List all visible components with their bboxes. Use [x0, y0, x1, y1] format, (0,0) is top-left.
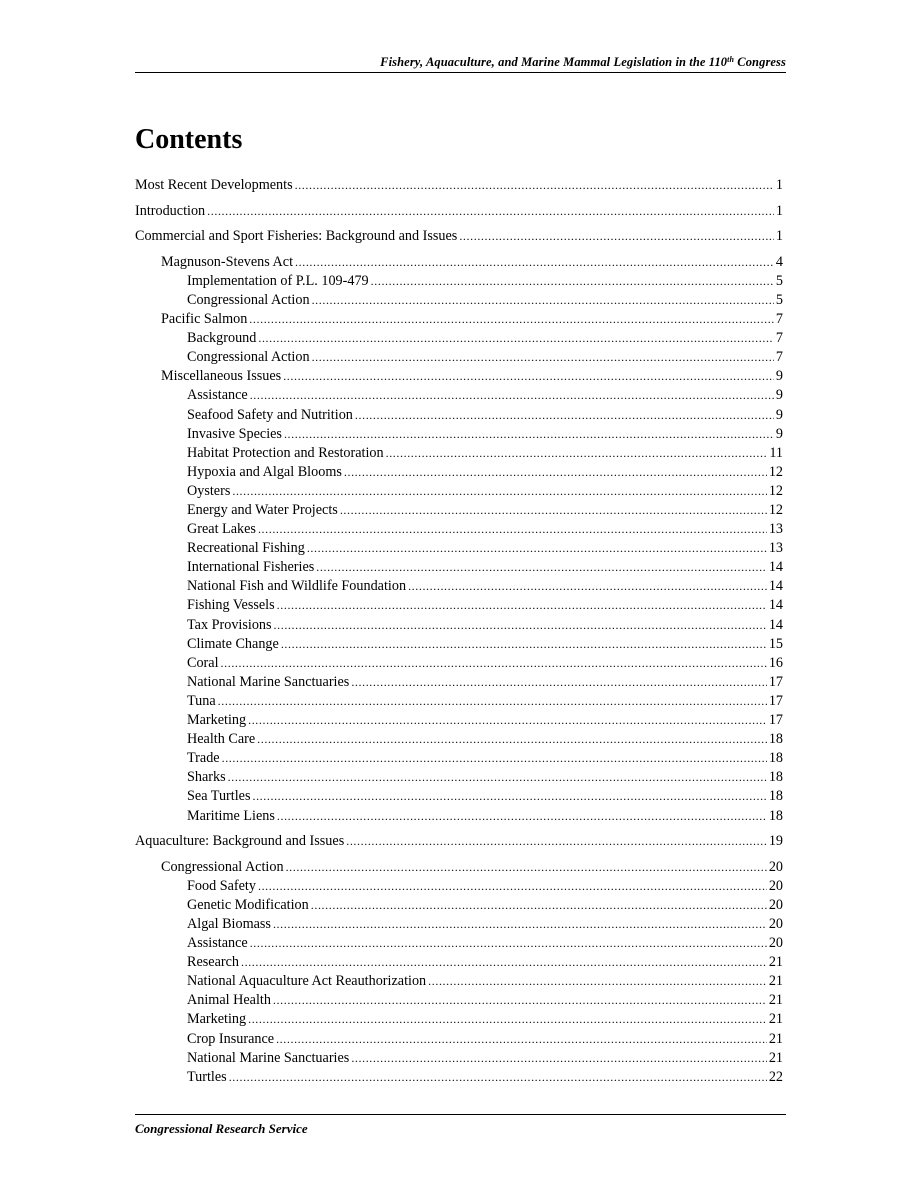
toc-entry-label[interactable]: Tuna [187, 692, 216, 709]
toc-entry[interactable] [135, 896, 783, 915]
toc-entry[interactable] [135, 386, 783, 405]
toc-page-number[interactable]: 7 [775, 349, 783, 366]
toc-page-number[interactable]: 11 [769, 444, 783, 461]
toc-page-number[interactable]: 9 [775, 368, 783, 385]
toc-dot-leader [428, 972, 767, 991]
toc-entry-label[interactable]: Sharks [187, 769, 226, 786]
toc-dot-leader [249, 310, 774, 329]
toc-dot-leader [312, 348, 774, 367]
toc-entry-label[interactable]: Turtles [187, 1068, 227, 1085]
toc-entry[interactable] [135, 877, 783, 896]
toc-page-number[interactable]: 12 [768, 463, 783, 480]
toc-entry[interactable] [135, 1068, 783, 1087]
toc-entry-label[interactable]: Fishing Vessels [187, 597, 275, 614]
toc-entry[interactable] [135, 425, 783, 444]
toc-entry-label[interactable]: Sea Turtles [187, 788, 251, 805]
toc-page-number[interactable]: 12 [768, 482, 783, 499]
toc-page-number[interactable]: 1 [775, 202, 783, 219]
toc-page-number[interactable]: 17 [768, 673, 783, 690]
toc-entry-label[interactable]: Energy and Water Projects [187, 502, 338, 518]
toc-page-number[interactable]: 13 [768, 540, 783, 557]
toc-page-number[interactable]: 5 [775, 291, 783, 308]
toc-entry-label[interactable]: Oysters [187, 482, 231, 499]
toc-dot-leader [408, 577, 767, 596]
toc-dot-leader [371, 272, 774, 291]
toc-entry-label[interactable]: Genetic Modification [187, 896, 309, 913]
toc-dot-leader [311, 896, 767, 915]
toc-page-number[interactable]: 20 [768, 935, 783, 952]
toc-entry-label[interactable]: Congressional Action [187, 349, 310, 366]
toc-entry-label[interactable]: Invasive Species [187, 425, 282, 442]
toc-dot-leader [229, 1068, 767, 1087]
toc-entry-label[interactable]: Habitat Protection and Restoration [187, 444, 384, 461]
toc-dot-leader [258, 520, 767, 539]
toc-page-number[interactable]: 1 [775, 228, 783, 245]
toc-page-number[interactable]: 21 [768, 992, 783, 1009]
toc-page-number[interactable]: 17 [768, 712, 783, 729]
toc-entry-label[interactable]: Marketing [187, 712, 247, 729]
toc-dot-leader [274, 616, 767, 635]
toc-dot-leader [386, 444, 768, 463]
toc-entry-label[interactable]: Recreational Fishing [187, 540, 305, 557]
toc-entry-label[interactable]: Congressional Action [187, 291, 310, 308]
toc-page-number[interactable]: 20 [768, 877, 783, 894]
toc-dot-leader [283, 367, 774, 386]
toc-dot-leader [295, 253, 774, 272]
toc-dot-leader [277, 596, 767, 615]
toc-page-number[interactable]: 21 [768, 954, 783, 971]
toc-dot-leader [346, 832, 767, 851]
toc-entry-label[interactable]: National Marine Sanctuaries [187, 673, 350, 690]
toc-dot-leader [355, 406, 774, 425]
table-of-contents [135, 176, 783, 1087]
toc-entry-label[interactable]: Hypoxia and Algal Blooms [187, 463, 342, 480]
toc-dot-leader [258, 877, 767, 896]
toc-page-number[interactable]: 9 [775, 406, 783, 423]
toc-entry[interactable] [135, 991, 783, 1010]
toc-entry[interactable] [135, 272, 783, 291]
toc-entry[interactable] [135, 367, 783, 386]
toc-dot-leader [257, 730, 767, 749]
toc-page-number[interactable]: 7 [775, 330, 783, 347]
toc-entry-label[interactable]: Congressional Action [161, 858, 284, 875]
toc-page-number[interactable]: 21 [768, 1030, 783, 1047]
toc-page-number[interactable]: 16 [768, 654, 783, 671]
page-title: Contents [135, 124, 243, 155]
toc-dot-leader [307, 539, 767, 558]
toc-dot-leader [273, 991, 767, 1010]
toc-dot-leader [241, 953, 767, 972]
footer-rule [135, 1114, 786, 1115]
toc-entry[interactable] [135, 520, 783, 539]
toc-entry[interactable] [135, 501, 783, 520]
toc-entry-label[interactable]: Seafood Safety and Nutrition [187, 406, 353, 423]
toc-page-number[interactable]: 18 [768, 788, 783, 805]
toc-dot-leader [250, 934, 767, 953]
toc-entry-label[interactable]: Maritime Liens [187, 807, 275, 824]
toc-page-number[interactable]: 12 [768, 502, 783, 518]
toc-page-number[interactable]: 4 [775, 253, 783, 270]
toc-page-number[interactable]: 1 [775, 177, 783, 193]
toc-page-number[interactable]: 20 [768, 915, 783, 932]
toc-entry[interactable] [135, 596, 783, 615]
toc-entry-label[interactable]: Assistance [187, 387, 248, 404]
toc-entry[interactable] [135, 787, 783, 806]
toc-page-number[interactable]: 14 [768, 597, 783, 614]
toc-entry-label[interactable]: National Aquaculture Act Reauthorization [187, 973, 427, 990]
toc-page-number[interactable]: 9 [775, 387, 783, 404]
toc-dot-leader [277, 807, 767, 826]
toc-page-number[interactable]: 19 [768, 833, 783, 850]
toc-entry-label[interactable]: Commercial and Sport Fisheries: Background and Issues [135, 228, 458, 245]
toc-entry[interactable] [135, 749, 783, 768]
toc-entry-label[interactable]: Tax Provisions [187, 616, 272, 633]
toc-entry[interactable] [135, 176, 783, 195]
toc-entry-label[interactable]: Magnuson-Stevens Act [161, 253, 294, 270]
running-header-superscript: th [727, 55, 735, 64]
running-header [135, 55, 786, 70]
toc-entry-label[interactable]: Trade [187, 750, 220, 767]
toc-page-number[interactable]: 21 [768, 1011, 783, 1028]
toc-page-number[interactable]: 14 [768, 616, 783, 633]
toc-entry[interactable] [135, 444, 783, 463]
toc-entry-label[interactable]: National Marine Sanctuaries [187, 1049, 350, 1066]
toc-entry[interactable] [135, 832, 783, 851]
toc-entry[interactable] [135, 1049, 783, 1068]
toc-dot-leader [222, 749, 767, 768]
toc-dot-leader [218, 692, 767, 711]
toc-entry-label[interactable]: Implementation of P.L. 109-479 [187, 272, 369, 289]
toc-entry[interactable] [135, 577, 783, 596]
toc-entry[interactable] [135, 730, 783, 749]
toc-entry[interactable] [135, 253, 783, 272]
toc-page-number[interactable]: 5 [775, 272, 783, 289]
toc-dot-leader [248, 711, 767, 730]
toc-entry-label[interactable]: Aquaculture: Background and Issues [135, 833, 345, 850]
toc-dot-leader [340, 501, 767, 520]
toc-dot-leader [232, 482, 766, 501]
toc-entry[interactable] [135, 348, 783, 367]
toc-dot-leader [295, 176, 774, 195]
toc-entry[interactable] [135, 539, 783, 558]
toc-entry-label[interactable]: Miscellaneous Issues [161, 368, 282, 385]
toc-dot-leader [248, 1010, 767, 1029]
toc-entry-label[interactable]: International Fisheries [187, 559, 315, 576]
toc-entry[interactable] [135, 934, 783, 953]
toc-dot-leader [312, 291, 774, 310]
toc-page-number[interactable]: 18 [768, 731, 783, 748]
toc-entry[interactable] [135, 807, 783, 826]
toc-page-number[interactable]: 14 [768, 559, 783, 576]
toc-entry-label[interactable]: Introduction [135, 202, 206, 219]
toc-entry-label[interactable]: Great Lakes [187, 521, 256, 538]
toc-dot-leader [351, 1049, 767, 1068]
toc-dot-leader [281, 635, 767, 654]
toc-entry-label[interactable]: Coral [187, 654, 219, 671]
toc-page-number[interactable]: 7 [775, 311, 783, 328]
toc-entry-label[interactable]: Climate Change [187, 635, 279, 652]
toc-page-number[interactable]: 18 [768, 769, 783, 786]
toc-dot-leader [284, 425, 774, 444]
toc-entry[interactable] [135, 972, 783, 991]
toc-entry[interactable] [135, 227, 783, 246]
header-rule [135, 72, 786, 73]
running-header-text: Fishery, Aquaculture, and Marine Mammal Legislation in the 110 [380, 55, 728, 69]
toc-entry-label[interactable]: National Fish and Wildlife Foundation [187, 578, 407, 595]
toc-entry[interactable] [135, 310, 783, 329]
toc-entry[interactable] [135, 858, 783, 877]
toc-entry[interactable] [135, 673, 783, 692]
toc-dot-leader [344, 463, 767, 482]
running-header-text-end: Congress [734, 55, 786, 69]
toc-entry[interactable] [135, 654, 783, 673]
toc-page-number[interactable]: 14 [768, 578, 783, 595]
toc-dot-leader [228, 768, 767, 787]
toc-page-number[interactable]: 15 [768, 635, 783, 652]
toc-entry-label[interactable]: Background [187, 330, 257, 347]
toc-entry[interactable] [135, 406, 783, 425]
toc-dot-leader [316, 558, 767, 577]
toc-page-number[interactable]: 21 [768, 1049, 783, 1066]
toc-dot-leader [258, 329, 774, 348]
toc-entry[interactable] [135, 616, 783, 635]
toc-dot-leader [276, 1030, 767, 1049]
toc-entry[interactable] [135, 329, 783, 348]
toc-entry[interactable] [135, 482, 783, 501]
toc-entry-label[interactable]: Animal Health [187, 992, 271, 1009]
toc-dot-leader [459, 227, 774, 246]
toc-dot-leader [250, 386, 774, 405]
toc-entry-label[interactable]: Marketing [187, 1011, 247, 1028]
toc-dot-leader [351, 673, 767, 692]
toc-entry[interactable] [135, 558, 783, 577]
toc-dot-leader [286, 858, 767, 877]
toc-entry[interactable] [135, 768, 783, 787]
toc-entry[interactable] [135, 463, 783, 482]
toc-entry-label[interactable]: Food Safety [187, 877, 256, 894]
toc-entry-label[interactable]: Most Recent Developments [135, 177, 293, 193]
toc-dot-leader [221, 654, 767, 673]
toc-dot-leader [252, 787, 766, 806]
toc-dot-leader [207, 202, 774, 221]
toc-entry[interactable] [135, 1010, 783, 1029]
footer-text: Congressional Research Service [135, 1121, 308, 1136]
toc-page-number[interactable]: 21 [768, 973, 783, 990]
toc-entry[interactable] [135, 1030, 783, 1049]
toc-entry[interactable] [135, 915, 783, 934]
toc-entry[interactable] [135, 711, 783, 730]
toc-page-number[interactable]: 20 [768, 896, 783, 913]
toc-entry-label[interactable]: Assistance [187, 935, 248, 952]
toc-page-number[interactable]: 9 [775, 425, 783, 442]
toc-entry-label[interactable]: Pacific Salmon [161, 311, 248, 328]
toc-page-number[interactable]: 20 [768, 858, 783, 875]
toc-entry[interactable] [135, 953, 783, 972]
toc-page-number[interactable]: 22 [768, 1068, 783, 1085]
toc-page-number[interactable]: 17 [768, 692, 783, 709]
toc-entry-label[interactable]: Research [187, 954, 239, 971]
toc-entry-label[interactable]: Crop Insurance [187, 1030, 275, 1047]
toc-entry[interactable] [135, 291, 783, 310]
toc-dot-leader [273, 915, 767, 934]
toc-entry-label[interactable]: Health Care [187, 731, 256, 748]
toc-page-number[interactable]: 18 [768, 807, 783, 824]
toc-entry[interactable] [135, 635, 783, 654]
toc-entry-label[interactable]: Algal Biomass [187, 915, 271, 932]
toc-page-number[interactable]: 13 [768, 521, 783, 538]
toc-entry[interactable] [135, 692, 783, 711]
toc-entry[interactable] [135, 202, 783, 221]
toc-page-number[interactable]: 18 [768, 750, 783, 767]
